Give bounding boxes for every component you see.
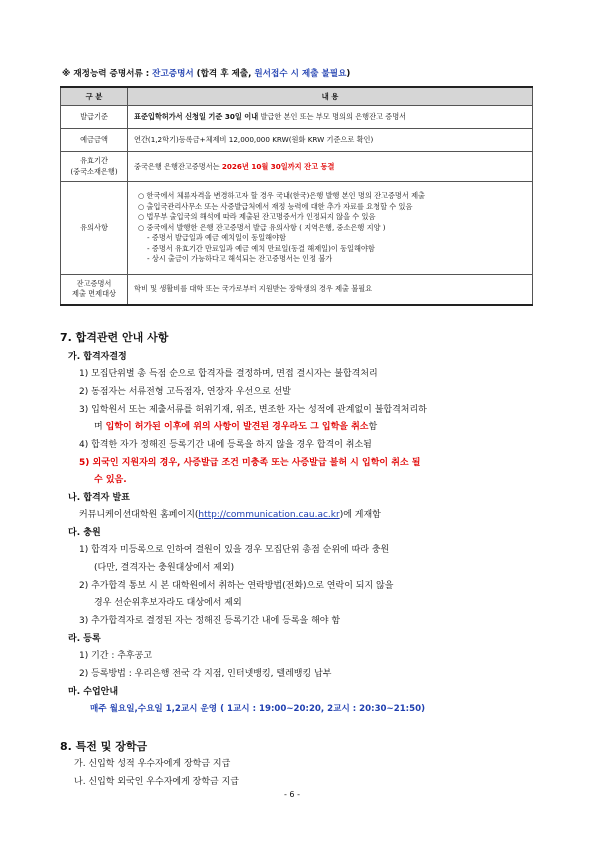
na-text: 커뮤니케이션대학원 홈페이지(http://communication.cau.ac.kr)에 게재함 — [79, 510, 381, 520]
admission-cancel-warning: 입학이 허가된 이후에 위의 사항이 발견된 경우라도 그 입학을 취소 — [105, 422, 369, 432]
row-label-issue-criteria: 발급기준 — [61, 106, 128, 129]
row-label-notes: 유의사항 — [61, 182, 128, 275]
scholarship-item-1: 가. 신입학 성적 우수자에게 장학금 지급 — [74, 759, 231, 769]
ma-heading: 마. 수업안내 — [68, 687, 119, 697]
note-line: - 증명서 발급일과 예금 예치일이 동일해야함 — [147, 233, 286, 243]
da-item-1: 1) 합격자 미등록으로 인하여 결원이 있을 경우 모집단위 총점 순위에 따라 충원 — [79, 545, 390, 555]
na-heading: 나. 합격자 발표 — [68, 493, 130, 503]
scholarship-item-2: 나. 신입학 외국인 우수자에게 장학금 지급 — [74, 777, 239, 787]
note-line: ○ 중국에서 발행한 은행 잔고증명서 발급 유의사항 ( 지역은행, 중소은행 지양 ) — [138, 222, 386, 232]
ga-item-2: 2) 동점자는 서류전형 고득점자, 연장자 우선으로 선발 — [79, 387, 291, 397]
ga-item-1: 1) 모집단위별 총 득점 순으로 합격자를 결정하며, 면접 결시자는 불합격처리 — [79, 369, 378, 379]
note-line: ○ 법무부 출입국의 해석에 따라 제출된 잔고명증서가 인정되지 않을 수 있음 — [138, 212, 376, 222]
validity-deadline: 2026년 10월 30일까지 잔고 동결 — [221, 161, 335, 171]
ga-item-3-cont: 며 입학이 허가된 이후에 위의 사항이 발견된 경우라도 그 입학을 취소함 — [94, 422, 378, 432]
header-content: 내 용 — [128, 87, 533, 106]
section-7-title: 7. 합격관련 안내 사항 — [60, 331, 169, 344]
row-value-deposit-amount: 연간(1,2학기)등록금+체제비 12,000,000 KRW(원화 KRW 기준으로 확인) — [128, 129, 533, 152]
finance-section-title — [62, 67, 350, 79]
issue-criteria-rest: 발급한 본인 또는 부모 명의의 은행잔고 증명서 — [258, 112, 407, 121]
row-label-validity: 유효기간 (중국소재은행) — [61, 152, 128, 182]
ga-item-5: 5) 외국인 지원자의 경우, 사증발급 조건 미충족 또는 사증발급 불허 시 입학이 취소 될 — [79, 458, 421, 468]
section-8-title: 8. 특전 및 장학금 — [60, 740, 148, 753]
finance-title-part2: 원서접수 시 제출 불필요 — [254, 69, 347, 79]
header-category: 구 분 — [61, 87, 128, 106]
table-header-row — [61, 87, 533, 106]
ra-heading: 라. 등록 — [68, 634, 101, 644]
table-row — [61, 152, 533, 182]
row-value-exemption: 학비 및 생활비를 대학 또는 국가로부터 지원받는 장학생의 경우 제출 불필요 — [128, 275, 533, 305]
finance-title-prefix: ※ 재정능력 증명서류 : — [62, 69, 153, 79]
table-row — [61, 275, 533, 305]
da-item-2: 2) 추가합격 통보 시 본 대학원에서 취하는 연락방법(전화)으로 연락이 되지 않을 — [79, 581, 394, 591]
finance-title-part1: (합격 후 제출 — [193, 69, 249, 79]
ra-item-1: 1) 기간 : 추후공고 — [79, 651, 153, 661]
finance-title-comma: , — [248, 69, 255, 79]
table-row — [61, 182, 533, 275]
da-item-2-cont: 경우 선순위후보자라도 대상에서 제외 — [94, 598, 242, 608]
class-schedule: 매주 월요일,수요일 1,2교시 운영 ( 1교시 : 19:00~20:20, 2교시 : 20:30~21:50) — [90, 704, 426, 714]
row-value-issue-criteria — [128, 106, 533, 129]
row-value-validity: 중국은행 은행잔고증명서는 2026년 10월 30일까지 잔고 동결 — [128, 152, 533, 182]
da-item-3: 3) 추가합격자로 결정된 자는 정해진 등록기간 내에 등록을 해야 함 — [79, 616, 341, 626]
row-label-deposit-amount: 예금금액 — [61, 129, 128, 152]
issue-criteria-bold: 표준입학허가서 신청일 기준 30일 이내 — [134, 112, 259, 121]
note-line: - 상시 출금이 가능하다고 해석되는 잔고증명서는 인정 불가 — [147, 254, 333, 264]
finance-table — [60, 86, 533, 306]
table-row — [61, 106, 533, 129]
page-number: - 6 - — [284, 790, 300, 799]
row-label-exemption: 잔고증명서 제출 면제대상 — [61, 275, 128, 305]
note-line: ○ 출입국관리사무소 또는 사증발급처에서 재정 능력에 대한 추가 자료를 요청할 수 있음 — [138, 201, 413, 211]
ga-item-3: 3) 입학원서 또는 제출서류를 허위기재, 위조, 변조한 자는 성적에 관계없이 불합격처리하 — [79, 405, 427, 415]
ra-item-2: 2) 등록방법 : 우리은행 전국 각 지점, 인터넷뱅킹, 텔레뱅킹 납부 — [79, 669, 332, 679]
note-line: ○ 한국에서 체류자격을 변경하고자 할 경우 국내(한국)은행 발행 본인 명의 잔고증명서 제출 — [138, 191, 425, 201]
ga-heading: 가. 합격자결정 — [68, 352, 127, 362]
ga-item-4: 4) 합격한 자가 정해진 등록기간 내에 등록을 하지 않을 경우 합격이 취소됨 — [79, 440, 372, 450]
da-item-1-cont: (다만, 결격자는 충원대상에서 제외) — [94, 563, 235, 573]
homepage-link[interactable]: http://communication.cau.ac.kr — [198, 510, 340, 520]
finance-title-close: ) — [346, 69, 351, 79]
finance-title-main: 잔고증명서 — [152, 69, 194, 79]
note-line: - 증명서 유효기간 만료일과 예금 예치 만료일(동결 해제일)이 동일해야함 — [147, 243, 375, 253]
table-row — [61, 129, 533, 152]
row-value-notes — [128, 182, 533, 275]
ga-item-5-cont: 수 있음. — [94, 475, 127, 485]
da-heading: 다. 충원 — [68, 528, 101, 538]
